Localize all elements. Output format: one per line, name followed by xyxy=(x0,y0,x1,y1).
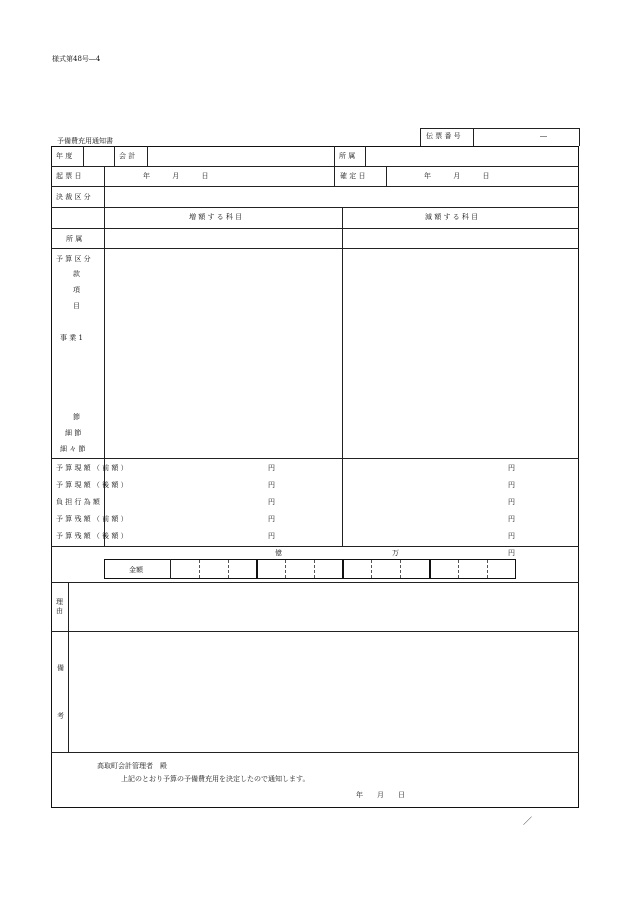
v-r2-c xyxy=(386,166,387,186)
corner-mark: ／ xyxy=(523,817,533,827)
v-r1-d xyxy=(334,146,335,166)
digit-divider xyxy=(314,560,315,578)
yen-unit: 円 xyxy=(268,464,275,472)
yen-unit: 円 xyxy=(508,481,515,489)
rule-6 xyxy=(51,458,579,459)
project-label: 事 業 1 xyxy=(60,334,83,342)
decrease-affiliation-field[interactable] xyxy=(343,229,578,247)
department-field[interactable] xyxy=(366,147,578,165)
form-title: 予備費充用通知書 xyxy=(57,137,113,145)
notice-date[interactable]: 年 月 日 xyxy=(356,791,405,799)
digit-divider xyxy=(199,560,200,578)
remarks-field[interactable] xyxy=(69,632,578,751)
account-field[interactable] xyxy=(148,147,333,165)
amount-label: 金額 xyxy=(129,566,143,574)
confirm-date-field[interactable]: 年 月 日 xyxy=(424,172,490,180)
issue-date-label: 起 票 日 xyxy=(56,172,82,180)
notice-message: 上記のとおり予算の予備費充用を決定したので通知します。 xyxy=(121,775,310,783)
affiliation-label: 所 属 xyxy=(66,235,83,243)
slip-box-left xyxy=(420,128,421,146)
digit-divider xyxy=(228,560,229,578)
yen-unit: 円 xyxy=(268,515,275,523)
account-label: 会 計 xyxy=(119,152,136,160)
saisaisetsu-label: 細 々 節 xyxy=(60,445,86,453)
unit-en: 円 xyxy=(508,549,515,557)
increase-affiliation-field[interactable] xyxy=(105,229,341,247)
increase-budget-items-field[interactable] xyxy=(105,249,341,457)
yen-unit: 円 xyxy=(268,498,275,506)
amount-grid[interactable] xyxy=(104,559,516,579)
slip-number-value[interactable]: ― xyxy=(540,132,547,140)
remarks-label-bottom: 考 xyxy=(57,712,64,720)
slip-box-right xyxy=(579,128,580,146)
increase-column-header: 増 額 す る 科 目 xyxy=(189,213,243,221)
budget-category-label: 予 算 区 分 xyxy=(56,255,91,263)
yen-unit: 円 xyxy=(508,464,515,472)
decision-category-field[interactable] xyxy=(105,187,578,206)
slip-box-divider xyxy=(473,128,474,146)
remarks-label-top: 備 xyxy=(57,664,64,672)
v-r2-b xyxy=(334,166,335,186)
slip-box-top xyxy=(420,128,580,129)
yen-unit: 円 xyxy=(508,515,515,523)
slip-number-label: 伝 票 番 号 xyxy=(426,132,461,140)
digit-divider xyxy=(487,560,488,578)
digit-divider xyxy=(285,560,286,578)
amount-divider-man xyxy=(342,559,344,579)
digit-divider xyxy=(458,560,459,578)
addressee: 高取町会計管理者 殿 xyxy=(97,762,167,770)
yen-unit: 円 xyxy=(508,532,515,540)
decision-category-label: 決 裁 区 分 xyxy=(56,193,91,201)
digit-divider xyxy=(400,560,401,578)
setsu-label: 節 xyxy=(73,413,80,421)
digit-divider xyxy=(371,560,372,578)
yen-unit: 円 xyxy=(508,498,515,506)
amount-divider xyxy=(170,559,171,579)
unit-oku: 億 xyxy=(275,549,282,557)
amount-row-label: 負 担 行 為 額 xyxy=(56,498,100,506)
reason-label: 理由 xyxy=(56,598,63,615)
amount-row-label: 予 算 現 額 （ 後 額 ） xyxy=(56,481,128,489)
kan-label: 款 xyxy=(73,270,80,278)
amount-row-label: 予 算 残 額 （ 後 額 ） xyxy=(56,532,128,540)
decrease-column-header: 減 額 す る 科 目 xyxy=(425,213,479,221)
yen-unit: 円 xyxy=(268,481,275,489)
saisetsu-label: 細 節 xyxy=(65,429,82,437)
department-label: 所 属 xyxy=(339,152,356,160)
confirm-date-label: 確 定 日 xyxy=(340,172,366,180)
rule-7 xyxy=(51,546,579,547)
reason-field[interactable] xyxy=(69,583,578,630)
kou-label: 項 xyxy=(73,286,80,294)
rule-1 xyxy=(51,166,579,167)
v-r1-b xyxy=(114,146,115,166)
form-number: 様式第48号―4 xyxy=(52,55,101,63)
moku-label: 目 xyxy=(73,302,80,310)
fiscal-year-field[interactable] xyxy=(84,147,113,165)
amount-row-label: 予 算 現 額 （ 前 額 ） xyxy=(56,464,128,472)
v-r2-a xyxy=(104,166,105,186)
rule-10 xyxy=(51,752,579,753)
fiscal-year-label: 年 度 xyxy=(56,152,73,160)
rule-3 xyxy=(51,207,579,208)
issue-date-field[interactable]: 年 月 日 xyxy=(143,172,209,180)
amount-row-label: 予 算 残 額 （ 前 額 ） xyxy=(56,515,128,523)
decrease-budget-items-field[interactable] xyxy=(343,249,578,457)
unit-man: 万 xyxy=(392,549,399,557)
amount-divider-sen xyxy=(429,559,431,579)
yen-unit: 円 xyxy=(268,532,275,540)
amount-divider-oku xyxy=(256,559,258,579)
